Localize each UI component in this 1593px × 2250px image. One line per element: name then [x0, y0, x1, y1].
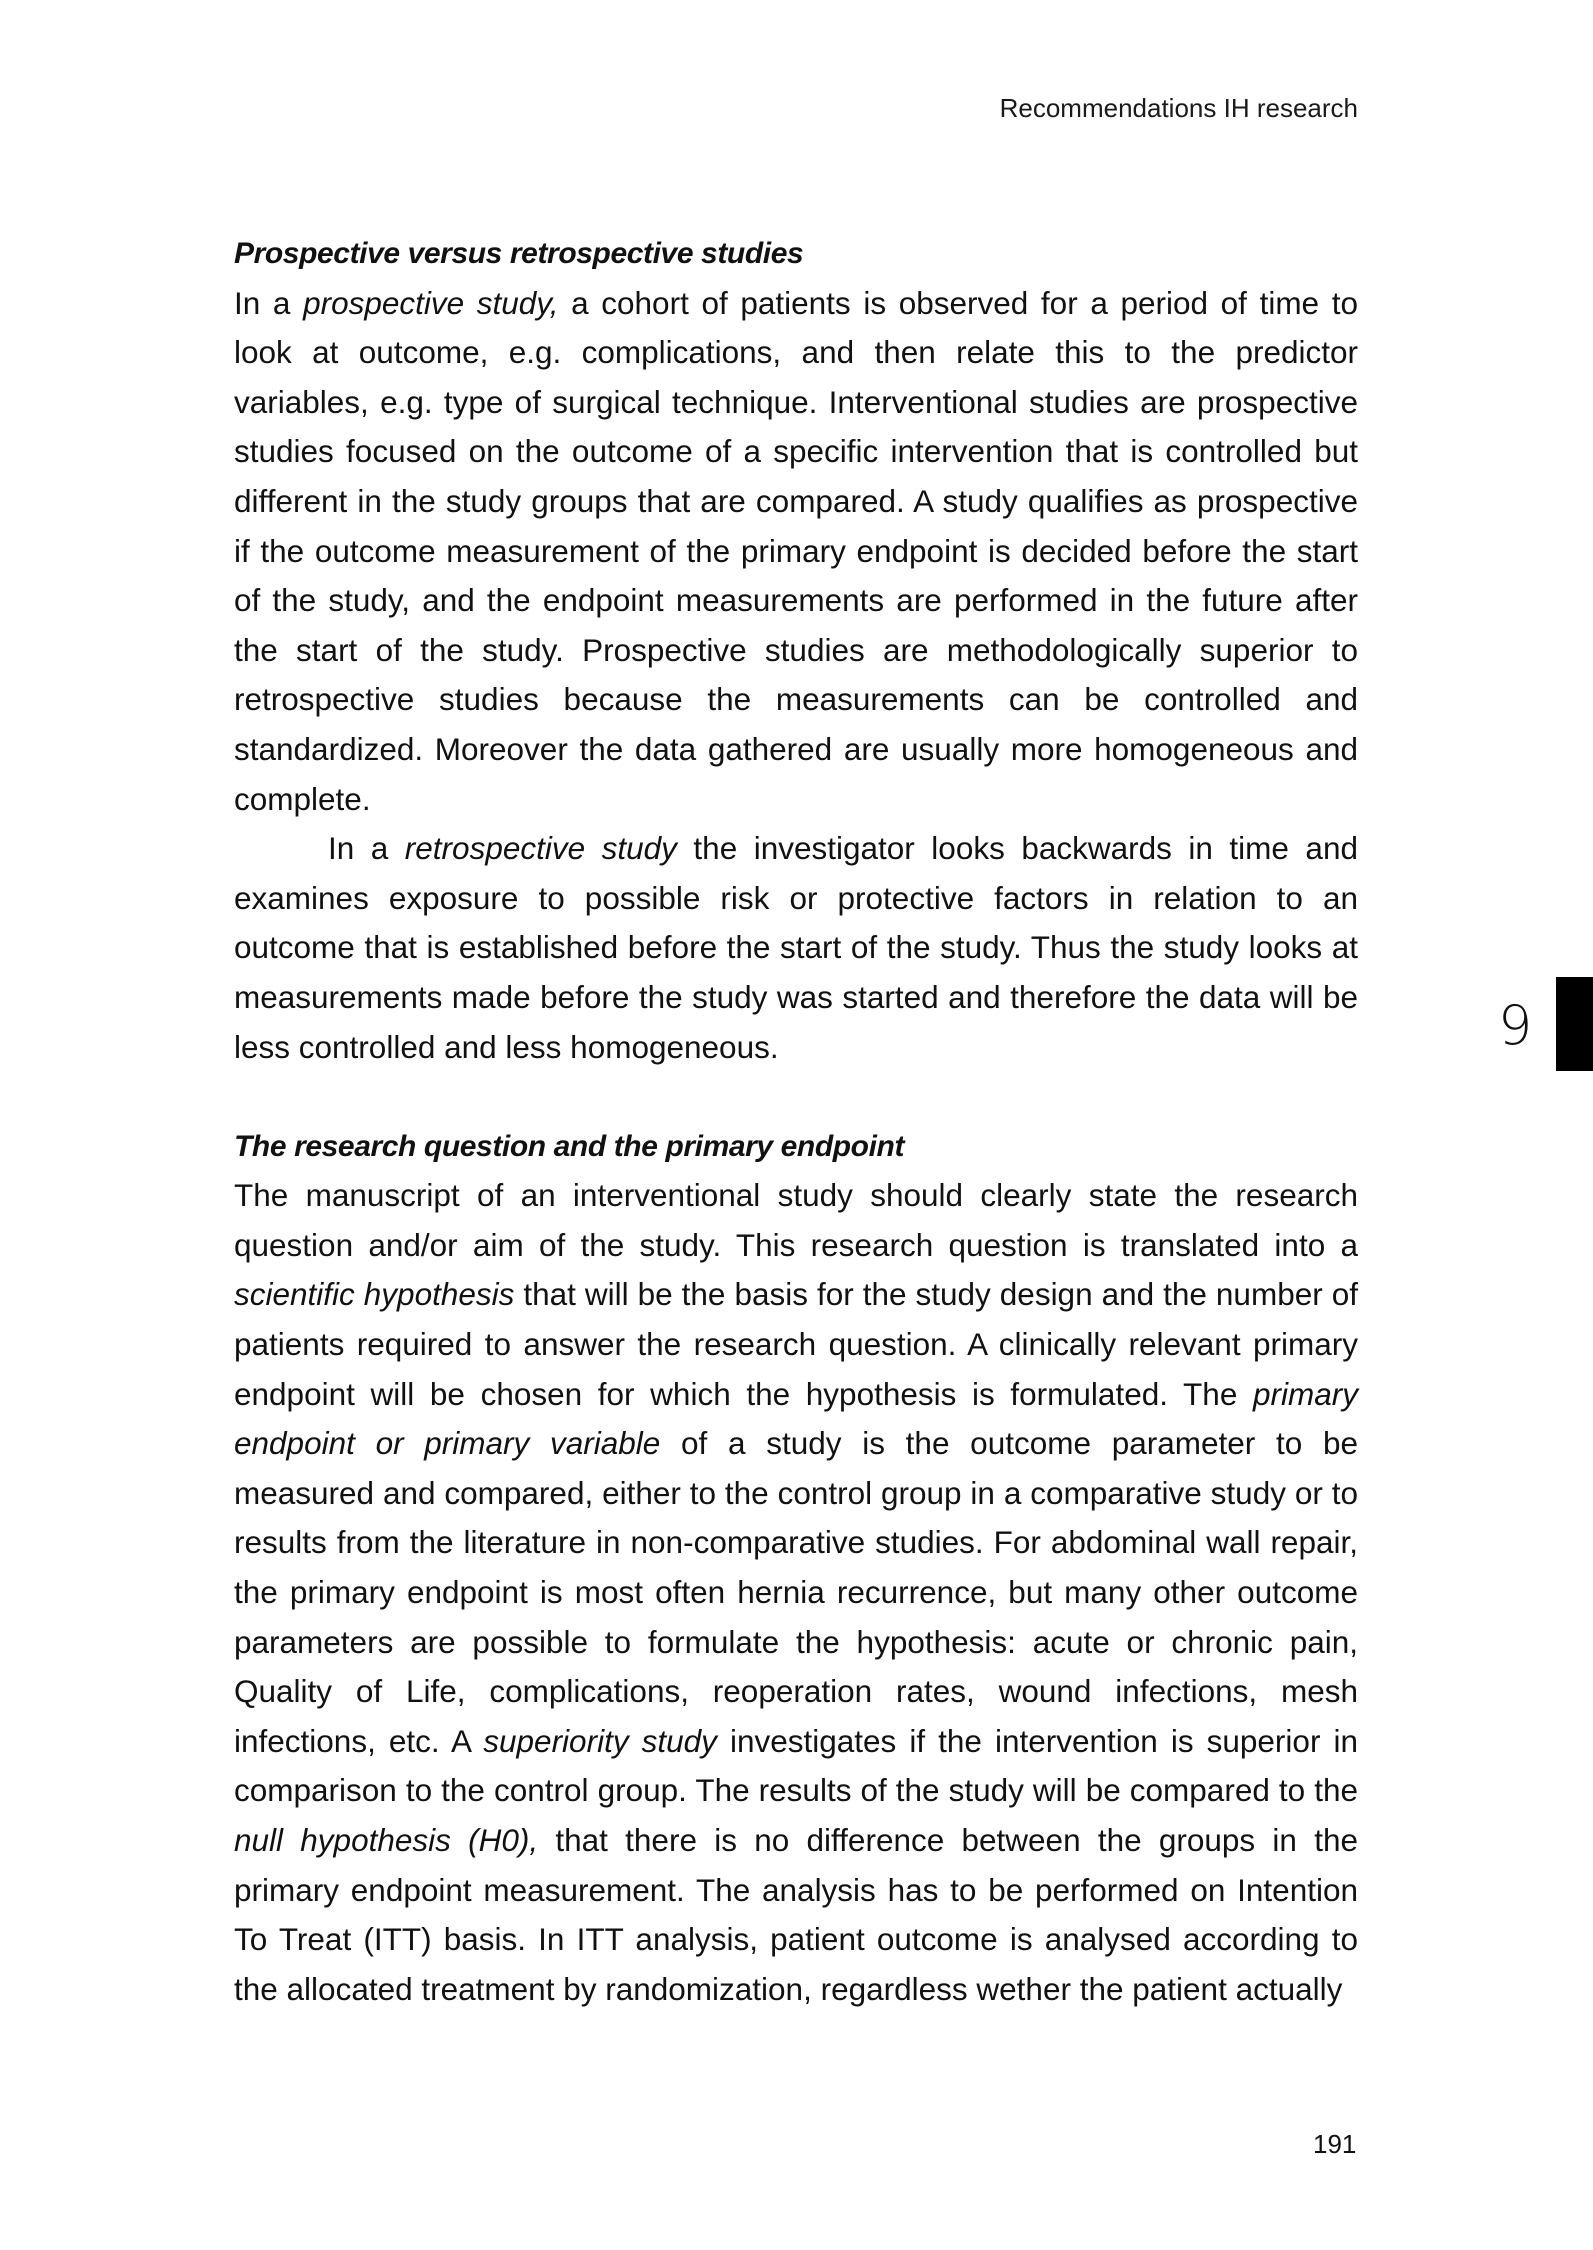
paragraph-retrospective [234, 824, 1358, 1072]
italic-term: scientific hypothesis [234, 1276, 515, 1313]
text-span: the investigator looks backwards in time and examines exposure to possible risk or protective factors in relation to an outcome that is established before the start of the study. Thus the study looks at measurements made before the study was started and therefore the data will be less controlled and less homogeneous. [234, 830, 1358, 1065]
chapter-number: 9 [1498, 994, 1533, 1057]
text-span: The manuscript of an interventional study should clearly state the research question and/or aim of the study. This research question is translated into a [234, 1177, 1358, 1263]
paragraph-prospective [234, 279, 1358, 825]
chapter-thumb-tab [1556, 977, 1593, 1071]
section-heading-research-question: The research question and the primary endpoint [234, 1129, 905, 1163]
text-span: that will be the basis for the study design and the number of patients required to answer the research question. A clinically relevant primary endpoint will be chosen for which the hypothesis is formulated. The [234, 1276, 1358, 1412]
text-span: investigates if the intervention is superior in comparison to the control group. The results of the study will be compared to the [234, 1722, 1358, 1809]
text-span: In a [234, 284, 304, 321]
paragraph-research-question [234, 1171, 1358, 2014]
italic-term: superiority study [483, 1722, 717, 1759]
running-head: Recommendations IH research [999, 93, 1358, 123]
section-heading-prospective-vs-retrospective: Prospective versus retrospective studies [234, 237, 804, 270]
text-span: In a [328, 830, 405, 867]
italic-term: primary endpoint or primary variable [234, 1375, 1358, 1462]
body-text [234, 229, 1358, 2014]
text-span: a cohort of patients is observed for a period of time to look at outcome, e.g. complications, and then relate this to the predictor variables, e.g. type of surgical technique. Interventional studies are prospective studies focused on the outcome of a specific intervention that is controlled but different in the study groups that are compared. A study qualifies as prospective if the outcome measurement of the primary endpoint is decided before the start of the study, and the endpoint measurements are performed in the future after the start of the study. Prospective studies are methodologically superior to retrospective studies because the measurements can be controlled and standardized. Moreover the data gathered are usually more homogeneous and complete. [234, 284, 1358, 817]
text-span: that there is no difference between the groups in the primary endpoint measurement. The analysis has to be performed on Intention To Treat (ITT) basis. In ITT analysis, patient outcome is analysed according to the allocated treatment by randomization, regardless wether the patient actually [234, 1822, 1358, 2007]
italic-term: null hypothesis (H0), [234, 1822, 539, 1858]
section-gap [234, 1072, 1358, 1122]
page-number: 191 [1313, 2129, 1357, 2159]
italic-term: retrospective study [404, 830, 677, 867]
italic-term: prospective study, [303, 284, 559, 321]
text-span: of a study is the outcome parameter to be measured and compared, either to the control group in a comparative study or to results from the literature in non-comparative studies. For abdominal wall repair, the primary endpoint is most often hernia recurrence, but many other outcome parameters are possible to formulate the hypothesis: acute or chronic pain, Quality of Life, complications, reoperation rates, wound infections, mesh infections, etc. A [234, 1425, 1358, 1759]
